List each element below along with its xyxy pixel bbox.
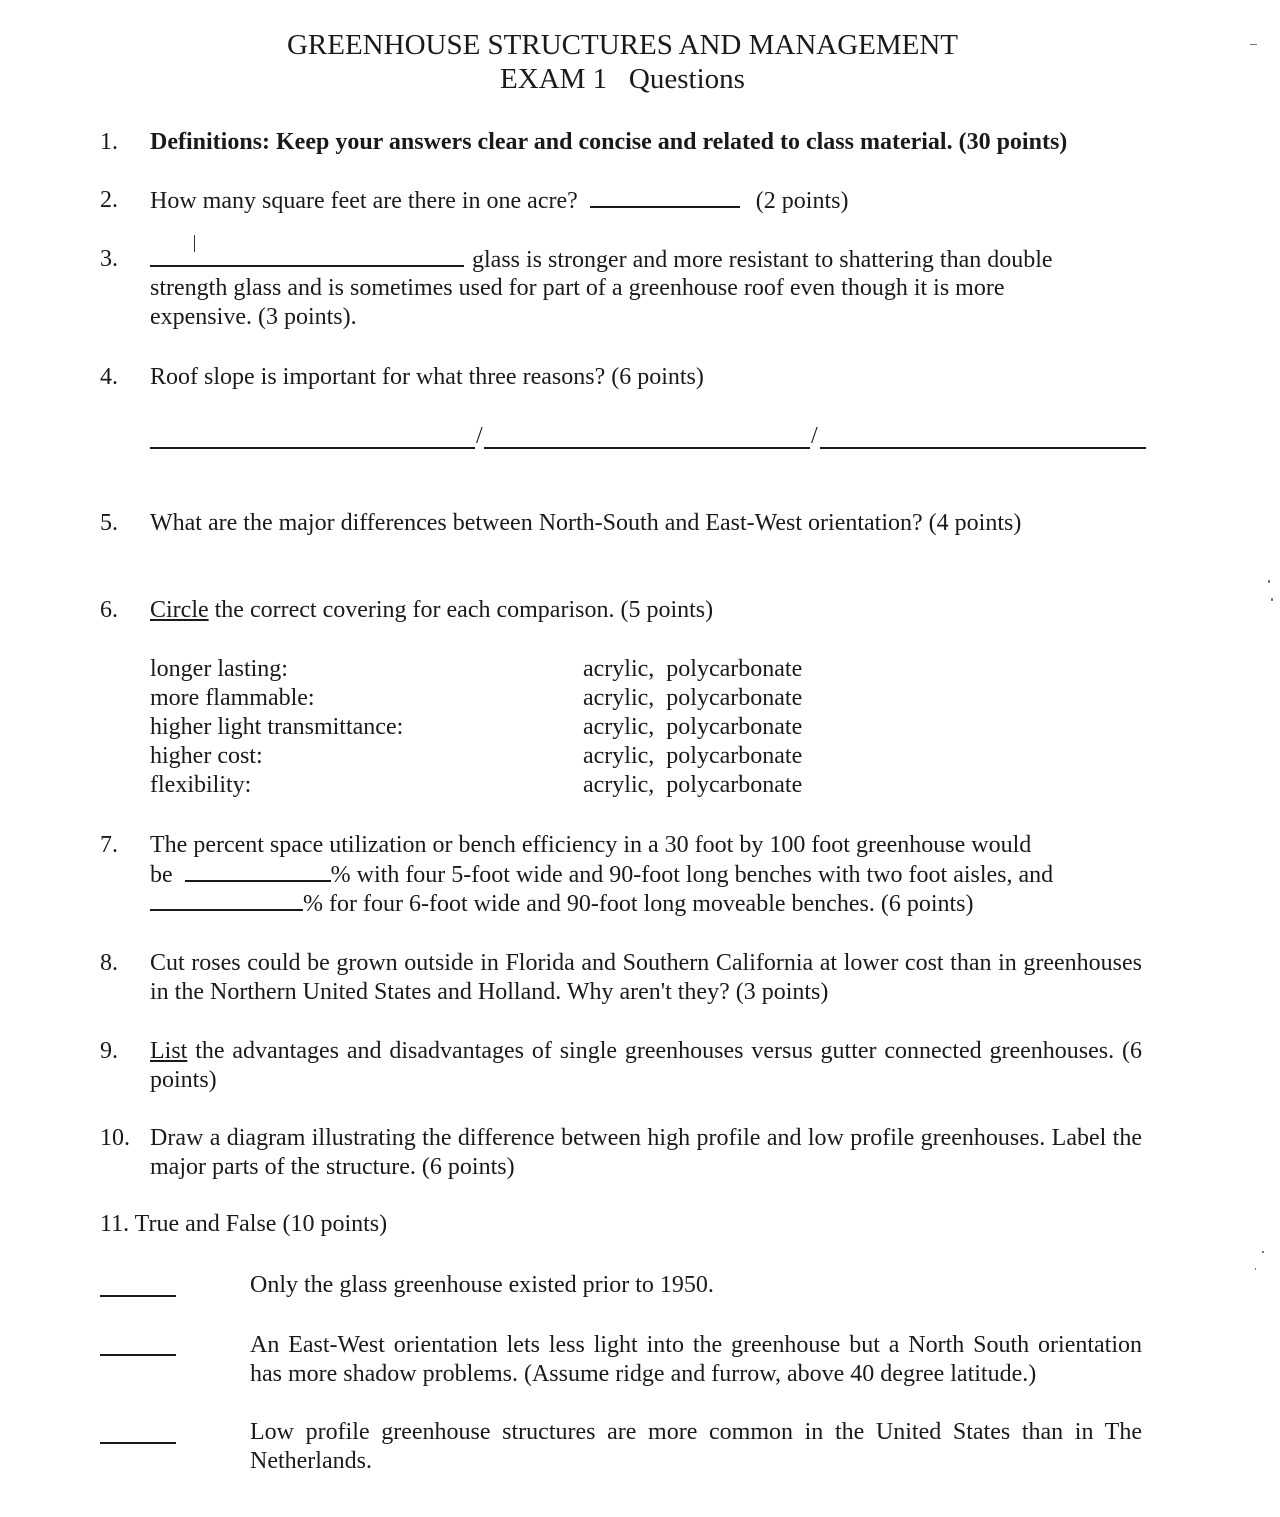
comparison-label: higher light transmittance: (150, 714, 404, 740)
question-3-text-first: glass is stronger and more resistant to shattering than double (472, 247, 1053, 273)
question-7-line-3-rest: % for four 6-foot wide and 90-foot long moveable benches. (6 points) (303, 891, 974, 917)
comparison-label: longer lasting: (150, 656, 288, 682)
question-1-text: Definitions: Keep your answers clear and concise and related to class material. (30 points) (150, 129, 1068, 155)
separator-slash: / (476, 423, 483, 449)
comparison-choice[interactable]: acrylic, polycarbonate (583, 685, 803, 711)
question-number: 4. (100, 364, 118, 390)
question-number: 6. (100, 597, 118, 623)
question-3-first-line (150, 245, 1053, 275)
question-11-heading: 11. True and False (10 points) (100, 1211, 388, 1237)
scan-speck (1268, 580, 1270, 583)
question-3-text-rest: strength glass and is sometimes used for part of a greenhouse roof even though it is more expensive. (3 points). (150, 275, 1005, 330)
answer-blank[interactable] (590, 186, 740, 208)
question-number: 10. (100, 1125, 130, 1151)
true-false-statement: An East-West orientation lets less light into the greenhouse but a North South orientation has more shadow problems. (Assume ridge and furrow, above 40 degree latitude.) (250, 1332, 1142, 1387)
true-false-statement: Only the glass greenhouse existed prior to 1950. (250, 1272, 714, 1298)
question-9-verb: List (150, 1038, 188, 1064)
question-6-verb: Circle (150, 597, 209, 623)
exam-title: GREENHOUSE STRUCTURES AND MANAGEMENT (286, 29, 959, 61)
answer-line[interactable] (820, 447, 1146, 449)
question-number: 3. (100, 246, 118, 272)
true-false-blank[interactable] (100, 1442, 176, 1444)
question-7-be: be (150, 862, 173, 888)
true-false-blank[interactable] (100, 1295, 176, 1297)
true-false-statement: Low profile greenhouse structures are more common in the United States than in The Netherlands. (250, 1419, 1142, 1474)
question-8-text: Cut roses could be grown outside in Florida and Southern California at lower cost than in greenhouses in the Northern United States and Holland. Why aren't they? (3 points) (150, 950, 1142, 1005)
true-false-blank[interactable] (100, 1354, 176, 1356)
answer-blank[interactable] (185, 860, 331, 882)
question-number: 8. (100, 950, 118, 976)
question-7-line-3 (150, 889, 974, 919)
answer-line[interactable] (484, 447, 810, 449)
comparison-label: higher cost: (150, 743, 263, 769)
comparison-choice[interactable]: acrylic, polycarbonate (583, 743, 803, 769)
comparison-choice[interactable]: acrylic, polycarbonate (583, 656, 803, 682)
answer-blank[interactable] (150, 889, 303, 911)
comparison-choice[interactable]: acrylic, polycarbonate (583, 714, 803, 740)
exam-subtitle: EXAM 1 Questions (500, 63, 745, 95)
question-number: 7. (100, 832, 118, 858)
question-9-text (150, 1037, 1142, 1095)
question-number: 2. (100, 187, 118, 213)
answer-blank[interactable] (150, 245, 464, 267)
question-4-text: Roof slope is important for what three reasons? (6 points) (150, 364, 704, 390)
comparison-label: more flammable: (150, 685, 315, 711)
question-10-text: Draw a diagram illustrating the difference between high profile and low profile greenhouses. Label the major parts of the structure. (6 points) (150, 1125, 1142, 1180)
scan-speck (1271, 598, 1273, 601)
question-2-points: (2 points) (755, 188, 849, 214)
comparison-label: flexibility: (150, 772, 252, 798)
question-number: 9. (100, 1038, 118, 1064)
comparison-choice[interactable]: acrylic, polycarbonate (583, 772, 803, 798)
question-number: 1. (100, 129, 118, 155)
question-6-text (150, 596, 713, 625)
question-7-line-1: The percent space utilization or bench efficiency in a 30 foot by 100 foot greenhouse would (150, 832, 1032, 858)
separator-slash: / (811, 423, 818, 449)
question-7-line-2-rest: % with four 5-foot wide and 90-foot long benches with two foot aisles, and (330, 862, 1054, 888)
question-number: 5. (100, 510, 118, 536)
question-2 (150, 186, 848, 216)
scan-speck (1255, 1268, 1256, 1270)
question-7-line-2 (150, 860, 1053, 890)
question-5-text: What are the major differences between North-South and East-West orientation? (4 points) (150, 510, 1022, 536)
stray-mark (194, 235, 195, 252)
answer-line[interactable] (150, 447, 475, 449)
scan-speck (1262, 1251, 1264, 1253)
question-9-rest: the advantages and disadvantages of single greenhouses versus gutter connected greenhouses. (6 points) (150, 1038, 1142, 1093)
question-6-rest: the correct covering for each comparison. (5 points) (208, 597, 714, 623)
scan-speck (1250, 44, 1257, 45)
question-2-text: How many square feet are there in one acre? (150, 188, 578, 214)
